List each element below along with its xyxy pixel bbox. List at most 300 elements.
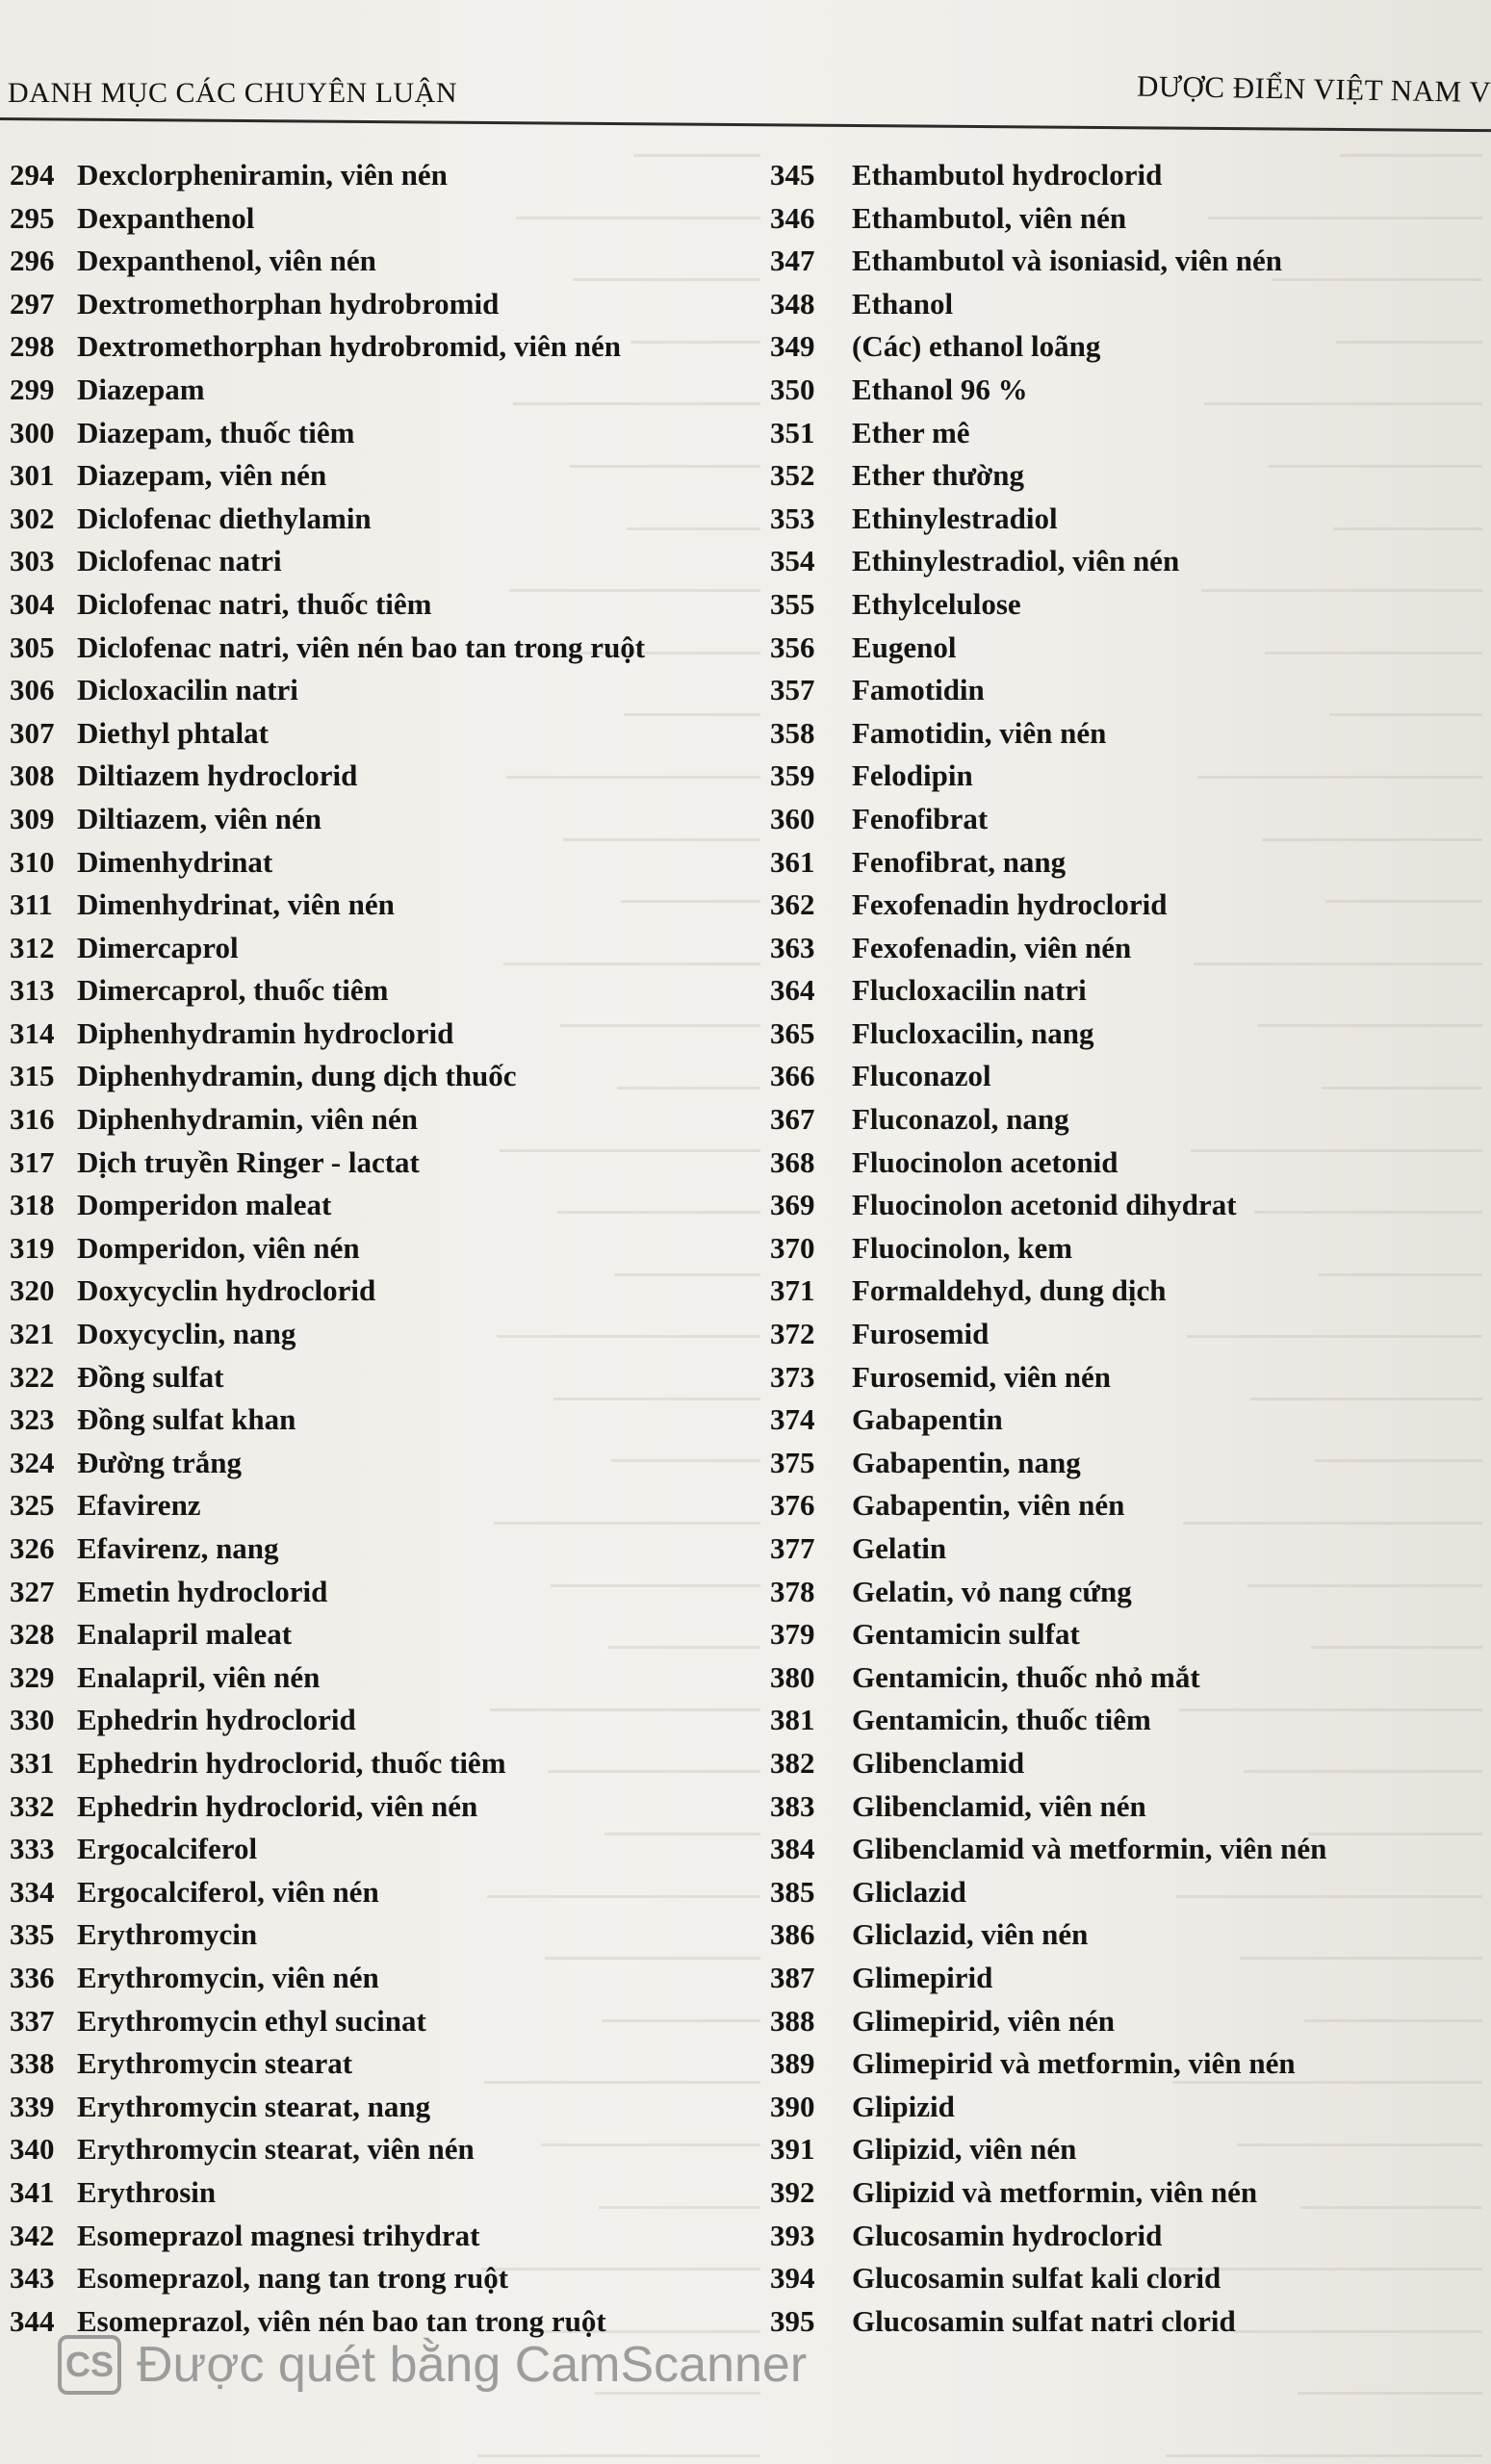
monograph-number: 359 <box>770 758 815 793</box>
monograph-number: 349 <box>770 329 815 364</box>
list-item <box>0 755 693 798</box>
monograph-name: Gliclazid, viên nén <box>852 1917 1089 1952</box>
list-item <box>770 1055 1482 1098</box>
list-item <box>0 1913 693 1957</box>
monograph-name: Ethambutol hydroclorid <box>852 158 1163 192</box>
monograph-name: Dexpanthenol <box>77 200 255 235</box>
list-item <box>0 412 693 455</box>
list-item <box>770 2042 1482 2086</box>
monograph-number: 381 <box>770 1703 815 1737</box>
list-item <box>0 1184 693 1227</box>
list-item <box>770 2257 1482 2300</box>
monograph-number: 316 <box>10 1102 55 1137</box>
monograph-number: 389 <box>770 2046 815 2081</box>
monograph-number: 346 <box>770 200 815 235</box>
monograph-name: Diclofenac diethylamin <box>77 500 372 535</box>
monograph-number: 391 <box>770 2132 815 2167</box>
monograph-number: 380 <box>770 1659 815 1694</box>
monograph-name: Dexclorpheniramin, viên nén <box>77 158 448 192</box>
monograph-name: Doxycyclin hydroclorid <box>77 1273 376 1308</box>
monograph-name: Doxycyclin, nang <box>77 1317 296 1351</box>
monograph-name: Glucosamin sulfat natri clorid <box>852 2303 1236 2338</box>
list-item <box>770 325 1482 369</box>
list-item <box>770 1656 1482 1700</box>
list-item <box>0 240 693 283</box>
monograph-name: Ergocalciferol <box>77 1832 258 1866</box>
monograph-number: 384 <box>770 1832 815 1866</box>
list-item <box>0 712 693 756</box>
monograph-name: Gelatin <box>852 1531 947 1565</box>
monograph-number: 375 <box>770 1445 815 1479</box>
list-item <box>770 1571 1482 1614</box>
monograph-name: Erythromycin stearat, viên nén <box>77 2132 475 2167</box>
header-left-title: DANH MỤC CÁC CHUYÊN LUẬN <box>8 77 458 109</box>
monograph-name: Erythromycin, viên nén <box>77 1960 379 1994</box>
monograph-name: Dextromethorphan hydrobromid <box>77 286 500 321</box>
monograph-number: 355 <box>770 586 815 621</box>
monograph-number: 326 <box>10 1531 55 1565</box>
monograph-name: Gabapentin <box>852 1402 1003 1437</box>
monograph-list-left <box>0 154 693 2343</box>
list-item <box>770 154 1482 197</box>
list-item <box>0 2171 693 2215</box>
monograph-number: 338 <box>10 2046 55 2081</box>
list-item <box>0 1527 693 1571</box>
list-item <box>0 1055 693 1098</box>
list-item <box>0 927 693 970</box>
monograph-name: Diazepam <box>77 372 205 406</box>
list-item <box>770 1742 1482 1785</box>
monograph-number: 327 <box>10 1574 55 1608</box>
list-item <box>0 969 693 1013</box>
monograph-number: 362 <box>770 887 815 922</box>
monograph-number: 309 <box>10 801 55 835</box>
monograph-name: Domperidon maleat <box>77 1188 332 1222</box>
monograph-name: Domperidon, viên nén <box>77 1230 360 1265</box>
monograph-name: Fluconazol, nang <box>852 1102 1069 1137</box>
monograph-name: Glipizid <box>852 2089 955 2123</box>
monograph-name: Ethambutol và isoniasid, viên nén <box>852 244 1283 278</box>
monograph-number: 367 <box>770 1102 815 1137</box>
monograph-number: 321 <box>10 1317 55 1351</box>
monograph-name: Fluocinolon acetonid dihydrat <box>852 1188 1237 1222</box>
monograph-name: Ether thường <box>852 458 1025 493</box>
monograph-number: 342 <box>10 2218 55 2252</box>
monograph-name: Formaldehyd, dung dịch <box>852 1273 1167 1308</box>
monograph-number: 350 <box>770 372 815 406</box>
list-item <box>770 2086 1482 2129</box>
monograph-name: Gentamicin, thuốc nhỏ mắt <box>852 1659 1200 1694</box>
monograph-name: Famotidin, viên nén <box>852 715 1107 750</box>
list-item <box>0 283 693 326</box>
monograph-name: Furosemid, viên nén <box>852 1359 1111 1394</box>
list-item <box>770 627 1482 670</box>
monograph-number: 390 <box>770 2089 815 2123</box>
monograph-number: 385 <box>770 1874 815 1909</box>
list-item <box>0 1399 693 1442</box>
monograph-number: 336 <box>10 1960 55 1994</box>
monograph-number: 334 <box>10 1874 55 1909</box>
monograph-name: Diphenhydramin, viên nén <box>77 1102 419 1137</box>
list-item <box>770 2000 1482 2043</box>
monograph-name: Dextromethorphan hydrobromid, viên nén <box>77 329 621 364</box>
list-item <box>0 154 693 197</box>
monograph-number: 364 <box>770 973 815 1008</box>
monograph-number: 323 <box>10 1402 55 1437</box>
monograph-name: Diazepam, thuốc tiêm <box>77 415 355 449</box>
monograph-number: 370 <box>770 1230 815 1265</box>
monograph-number: 300 <box>10 415 55 449</box>
list-item <box>0 627 693 670</box>
list-item <box>770 454 1482 498</box>
monograph-number: 365 <box>770 1015 815 1050</box>
page-header <box>0 67 1491 125</box>
monograph-number: 329 <box>10 1659 55 1694</box>
list-item <box>770 412 1482 455</box>
monograph-name: Diclofenac natri, viên nén bao tan trong ruột <box>77 629 646 664</box>
list-item <box>770 1828 1482 1871</box>
list-item <box>0 197 693 241</box>
monograph-name: Glipizid, viên nén <box>852 2132 1077 2167</box>
list-item <box>770 1699 1482 1742</box>
list-item <box>770 2171 1482 2215</box>
monograph-number: 363 <box>770 930 815 964</box>
monograph-number: 374 <box>770 1402 815 1437</box>
monograph-name: Diphenhydramin, dung dịch thuốc <box>77 1059 517 1093</box>
monograph-name: Dexpanthenol, viên nén <box>77 244 376 278</box>
monograph-name: Fenofibrat, nang <box>852 844 1067 879</box>
monograph-number: 297 <box>10 286 55 321</box>
monograph-number: 379 <box>770 1617 815 1652</box>
monograph-name: Ethanol <box>852 286 954 321</box>
monograph-name: Ethylcelulose <box>852 586 1021 621</box>
list-item <box>770 2128 1482 2171</box>
monograph-number: 335 <box>10 1917 55 1952</box>
list-item <box>0 540 693 583</box>
monograph-number: 308 <box>10 758 55 793</box>
monograph-number: 330 <box>10 1703 55 1737</box>
monograph-number: 312 <box>10 930 55 964</box>
list-item <box>770 498 1482 541</box>
monograph-name: Ergocalciferol, viên nén <box>77 1874 379 1909</box>
monograph-number: 392 <box>770 2174 815 2209</box>
monograph-number: 340 <box>10 2132 55 2167</box>
monograph-number: 395 <box>770 2303 815 2338</box>
list-item <box>0 1828 693 1871</box>
monograph-name: Ethanol 96 % <box>852 372 1028 406</box>
monograph-name: Ephedrin hydroclorid <box>77 1703 356 1737</box>
monograph-number: 386 <box>770 1917 815 1952</box>
monograph-name: Erythromycin <box>77 1917 258 1952</box>
monograph-number: 298 <box>10 329 55 364</box>
list-item <box>770 1527 1482 1571</box>
monograph-number: 351 <box>770 415 815 449</box>
monograph-number: 322 <box>10 1359 55 1394</box>
list-item <box>770 969 1482 1013</box>
list-item <box>770 197 1482 241</box>
monograph-number: 303 <box>10 544 55 578</box>
list-item <box>770 1785 1482 1829</box>
monograph-name: Dimercaprol, thuốc tiêm <box>77 973 389 1008</box>
monograph-name: Diclofenac natri, thuốc tiêm <box>77 586 432 621</box>
list-item <box>770 1270 1482 1313</box>
monograph-name: Efavirenz, nang <box>77 1531 279 1565</box>
monograph-number: 331 <box>10 1745 55 1780</box>
monograph-number: 314 <box>10 1015 55 1050</box>
monograph-number: 337 <box>10 2003 55 2038</box>
monograph-number: 361 <box>770 844 815 879</box>
monograph-name: Ethinylestradiol <box>852 500 1058 535</box>
monograph-name: Đồng sulfat <box>77 1359 224 1394</box>
monograph-number: 388 <box>770 2003 815 2038</box>
monograph-number: 372 <box>770 1317 815 1351</box>
monograph-name: Glibenclamid <box>852 1745 1025 1780</box>
monograph-name: Diazepam, viên nén <box>77 458 327 493</box>
list-item <box>0 1356 693 1399</box>
monograph-name: Flucloxacilin, nang <box>852 1015 1094 1050</box>
monograph-name: Fexofenadin hydroclorid <box>852 887 1168 922</box>
monograph-number: 357 <box>770 673 815 707</box>
list-item <box>770 369 1482 412</box>
monograph-name: Efavirenz <box>77 1488 201 1523</box>
list-item <box>770 2300 1482 2344</box>
monograph-name: Fluocinolon acetonid <box>852 1144 1118 1179</box>
monograph-name: Glimepirid, viên nén <box>852 2003 1115 2038</box>
list-item <box>0 454 693 498</box>
list-item <box>0 583 693 627</box>
list-item <box>0 1742 693 1785</box>
monograph-number: 352 <box>770 458 815 493</box>
monograph-name: Đồng sulfat khan <box>77 1402 296 1437</box>
list-item <box>0 2086 693 2129</box>
bleed-line <box>1126 2392 1482 2435</box>
header-right-title: DƯỢC ĐIỂN VIỆT NAM V <box>1136 68 1491 109</box>
monograph-number: 302 <box>10 500 55 535</box>
monograph-number: 325 <box>10 1488 55 1523</box>
monograph-number: 341 <box>10 2174 55 2209</box>
monograph-number: 310 <box>10 844 55 879</box>
monograph-name: Dicloxacilin natri <box>77 673 298 707</box>
monograph-number: 382 <box>770 1745 815 1780</box>
bleed-line <box>443 2454 760 2464</box>
monograph-name: Emetin hydroclorid <box>77 1574 328 1608</box>
monograph-number: 368 <box>770 1144 815 1179</box>
list-item <box>770 1957 1482 2000</box>
bleed-line <box>1126 2454 1482 2464</box>
monograph-number: 306 <box>10 673 55 707</box>
monograph-number: 304 <box>10 586 55 621</box>
list-item <box>0 2215 693 2258</box>
monograph-number: 369 <box>770 1188 815 1222</box>
monograph-number: 356 <box>770 629 815 664</box>
monograph-name: Fluconazol <box>852 1059 991 1093</box>
monograph-name: Ethinylestradiol, viên nén <box>852 544 1180 578</box>
monograph-name: Dimercaprol <box>77 930 239 964</box>
monograph-number: 333 <box>10 1832 55 1866</box>
monograph-name: Diltiazem hydroclorid <box>77 758 358 793</box>
monograph-name: Glipizid và metformin, viên nén <box>852 2174 1258 2209</box>
list-item <box>0 369 693 412</box>
list-item <box>0 1313 693 1356</box>
list-item <box>770 1913 1482 1957</box>
monograph-number: 348 <box>770 286 815 321</box>
monograph-name: Glimepirid và metformin, viên nén <box>852 2046 1296 2081</box>
monograph-number: 377 <box>770 1531 815 1565</box>
bleed-line <box>443 2392 760 2435</box>
monograph-number: 299 <box>10 372 55 406</box>
monograph-name: Diethyl phtalat <box>77 715 269 750</box>
monograph-name: Fluocinolon, kem <box>852 1230 1073 1265</box>
list-item <box>770 1142 1482 1185</box>
monograph-name: Erythromycin stearat, nang <box>77 2089 431 2123</box>
monograph-number: 315 <box>10 1059 55 1093</box>
monograph-name: (Các) ethanol loãng <box>852 329 1101 364</box>
list-item <box>0 1871 693 1914</box>
list-item <box>770 927 1482 970</box>
monograph-number: 332 <box>10 1788 55 1823</box>
list-item <box>0 1699 693 1742</box>
list-item <box>0 669 693 712</box>
list-item <box>770 2215 1482 2258</box>
monograph-name: Gabapentin, viên nén <box>852 1488 1125 1523</box>
monograph-number: 366 <box>770 1059 815 1093</box>
monograph-number: 307 <box>10 715 55 750</box>
monograph-name: Gabapentin, nang <box>852 1445 1081 1479</box>
monograph-name: Dịch truyền Ringer - lactat <box>77 1144 420 1179</box>
monograph-number: 394 <box>770 2261 815 2296</box>
list-item <box>0 1442 693 1485</box>
list-item <box>0 1613 693 1656</box>
list-item <box>770 583 1482 627</box>
list-item <box>0 1957 693 2000</box>
monograph-name: Enalapril, viên nén <box>77 1659 321 1694</box>
list-item <box>770 1356 1482 1399</box>
monograph-name: Esomeprazol, nang tan trong ruột <box>77 2261 509 2296</box>
monograph-name: Diclofenac natri <box>77 544 282 578</box>
monograph-name: Esomeprazol magnesi trihydrat <box>77 2218 480 2252</box>
monograph-name: Famotidin <box>852 673 985 707</box>
monograph-name: Diphenhydramin hydroclorid <box>77 1015 454 1050</box>
monograph-name: Dimenhydrinat <box>77 844 273 879</box>
list-item <box>0 1785 693 1829</box>
monograph-number: 339 <box>10 2089 55 2123</box>
list-item <box>0 325 693 369</box>
monograph-name: Glimepirid <box>852 1960 993 1994</box>
monograph-list-right <box>770 154 1482 2343</box>
monograph-number: 313 <box>10 973 55 1008</box>
monograph-name: Glibenclamid, viên nén <box>852 1788 1146 1823</box>
monograph-name: Glibenclamid và metformin, viên nén <box>852 1832 1327 1866</box>
monograph-number: 371 <box>770 1273 815 1308</box>
monograph-name: Ephedrin hydroclorid, thuốc tiêm <box>77 1745 506 1780</box>
monograph-name: Fexofenadin, viên nén <box>852 930 1132 964</box>
list-item <box>770 240 1482 283</box>
watermark-text: Được quét bằng CamScanner <box>137 2337 808 2393</box>
list-item <box>770 1184 1482 1227</box>
monograph-name: Glucosamin hydroclorid <box>852 2218 1163 2252</box>
list-item <box>0 1098 693 1142</box>
list-item <box>770 712 1482 756</box>
list-item <box>770 283 1482 326</box>
monograph-name: Eugenol <box>852 629 957 664</box>
camscanner-watermark <box>58 2331 807 2399</box>
list-item <box>770 1227 1482 1270</box>
monograph-number: 358 <box>770 715 815 750</box>
monograph-name: Gentamicin sulfat <box>852 1617 1080 1652</box>
monograph-number: 373 <box>770 1359 815 1394</box>
monograph-number: 378 <box>770 1574 815 1608</box>
camscanner-logo-icon: CS <box>58 2335 121 2395</box>
list-item <box>770 540 1482 583</box>
list-item <box>770 1442 1482 1485</box>
list-item <box>0 498 693 541</box>
monograph-number: 345 <box>770 158 815 192</box>
list-item <box>770 755 1482 798</box>
list-item <box>0 2257 693 2300</box>
list-item <box>0 841 693 885</box>
monograph-number: 393 <box>770 2218 815 2252</box>
monograph-number: 311 <box>10 887 53 922</box>
monograph-name: Flucloxacilin natri <box>852 973 1087 1008</box>
monograph-number: 387 <box>770 1960 815 1994</box>
monograph-name: Esomeprazol, viên nén bao tan trong ruột <box>77 2303 606 2338</box>
monograph-name: Gelatin, vỏ nang cứng <box>852 1574 1132 1608</box>
list-item <box>0 1571 693 1614</box>
monograph-number: 319 <box>10 1230 55 1265</box>
monograph-name: Glucosamin sulfat kali clorid <box>852 2261 1221 2296</box>
monograph-number: 317 <box>10 1144 55 1179</box>
list-item <box>770 798 1482 841</box>
monograph-name: Furosemid <box>852 1317 990 1351</box>
monograph-name: Đường trắng <box>77 1445 242 1479</box>
list-item <box>0 884 693 927</box>
monograph-number: 344 <box>10 2303 55 2338</box>
monograph-number: 305 <box>10 629 55 664</box>
monograph-number: 360 <box>770 801 815 835</box>
monograph-number: 383 <box>770 1788 815 1823</box>
monograph-name: Ephedrin hydroclorid, viên nén <box>77 1788 478 1823</box>
monograph-name: Gliclazid <box>852 1874 966 1909</box>
list-item <box>0 2128 693 2171</box>
monograph-name: Dimenhydrinat, viên nén <box>77 887 395 922</box>
list-item <box>0 1484 693 1527</box>
monograph-name: Gentamicin, thuốc tiêm <box>852 1703 1151 1737</box>
list-item <box>0 2042 693 2086</box>
monograph-name: Enalapril maleat <box>77 1617 293 1652</box>
list-item <box>0 798 693 841</box>
monograph-name: Erythromycin ethyl sucinat <box>77 2003 426 2038</box>
list-item <box>770 1399 1482 1442</box>
monograph-number: 294 <box>10 158 55 192</box>
monograph-number: 328 <box>10 1617 55 1652</box>
list-item <box>770 1098 1482 1142</box>
list-item <box>0 1142 693 1185</box>
list-item <box>0 1013 693 1056</box>
list-item <box>770 841 1482 885</box>
monograph-number: 354 <box>770 544 815 578</box>
monograph-name: Ethambutol, viên nén <box>852 200 1127 235</box>
list-item <box>0 1656 693 1700</box>
list-item <box>770 1484 1482 1527</box>
list-item <box>770 1013 1482 1056</box>
list-item <box>770 1313 1482 1356</box>
monograph-number: 343 <box>10 2261 55 2296</box>
list-item <box>0 1270 693 1313</box>
monograph-number: 301 <box>10 458 55 493</box>
monograph-number: 320 <box>10 1273 55 1308</box>
list-item <box>770 884 1482 927</box>
list-item <box>0 2000 693 2043</box>
